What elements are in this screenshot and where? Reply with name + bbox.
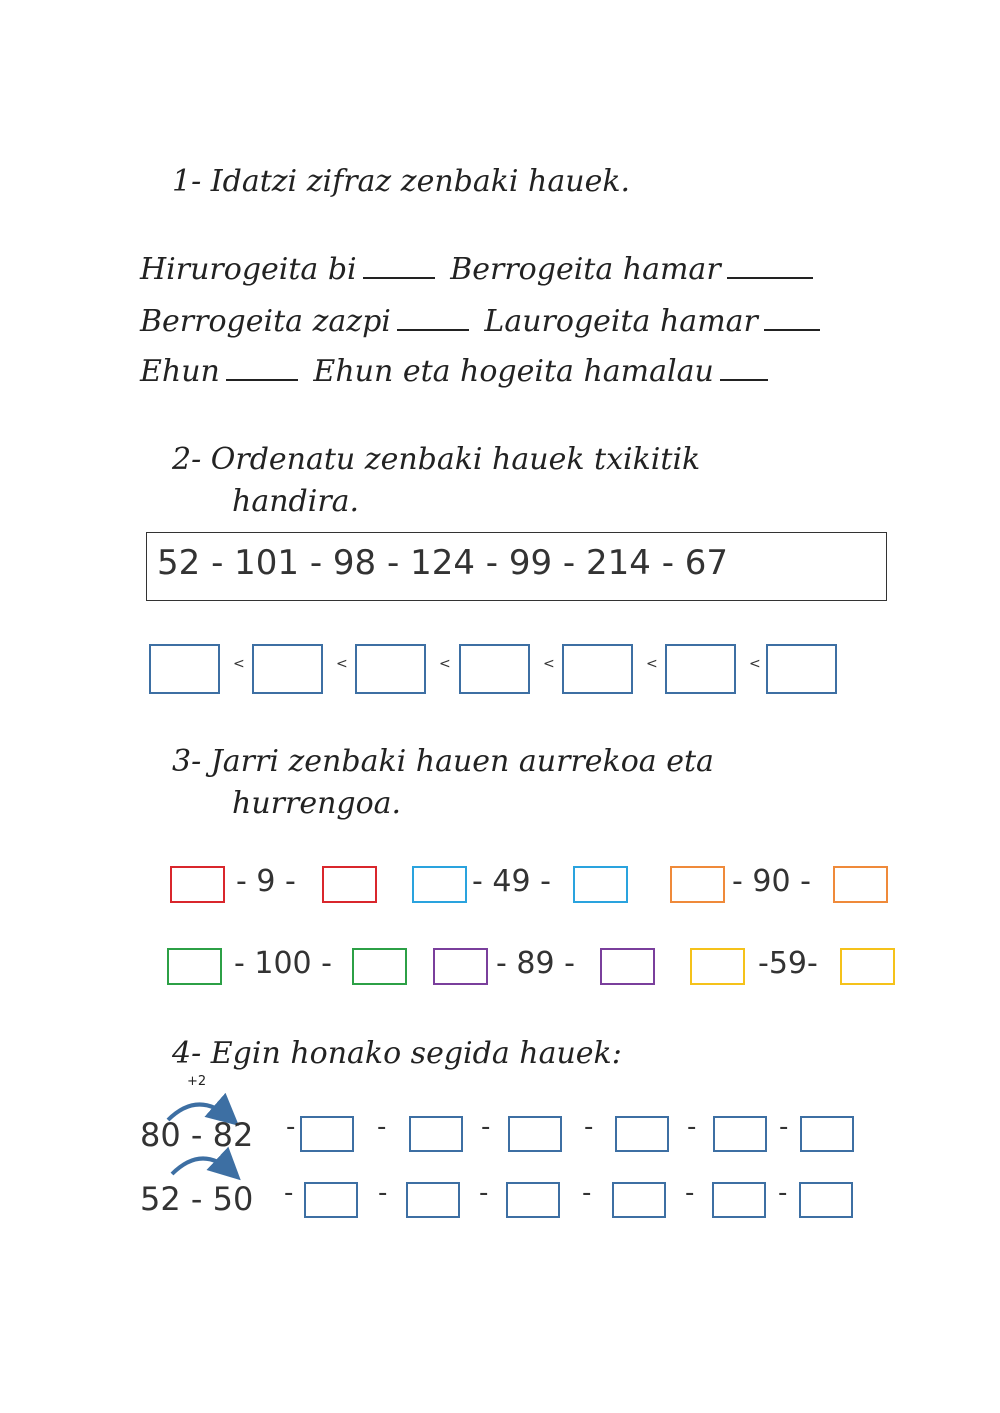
q1-row-1 <box>140 252 819 287</box>
q1-answer-3[interactable] <box>397 329 469 331</box>
q3-before-box[interactable] <box>170 866 225 903</box>
q2-order-box[interactable] <box>252 644 323 694</box>
q4-dash: - <box>685 1178 695 1208</box>
q4-row-2-start: 52 - 50 <box>140 1180 254 1218</box>
q4-title: 4- Egin honako segida hauek: <box>172 1036 622 1071</box>
q4-row-2-box[interactable] <box>406 1182 460 1218</box>
q4-dash: - <box>286 1112 296 1142</box>
q4-row-2-box[interactable] <box>799 1182 853 1218</box>
less-than-sign: < <box>336 656 348 672</box>
q3-before-box[interactable] <box>670 866 725 903</box>
q2-order-box[interactable] <box>562 644 633 694</box>
q1-row-2 <box>140 304 826 339</box>
q3-before-box[interactable] <box>167 948 222 985</box>
q4-dash: - <box>284 1178 294 1208</box>
q3-number: - 90 - <box>732 864 811 899</box>
q4-dash: - <box>584 1112 594 1142</box>
q4-row-1-box[interactable] <box>300 1116 354 1152</box>
q4-row-1-box[interactable] <box>713 1116 767 1152</box>
less-than-sign: < <box>439 656 451 672</box>
q2-order-box[interactable] <box>665 644 736 694</box>
q1-item-1: Hirurogeita bi <box>140 252 357 287</box>
q3-after-box[interactable] <box>840 948 895 985</box>
q4-dash: - <box>779 1112 789 1142</box>
q4-dash: - <box>582 1178 592 1208</box>
q4-row-1-box[interactable] <box>409 1116 463 1152</box>
q3-after-box[interactable] <box>573 866 628 903</box>
q4-row-1-start: 80 - 82 <box>140 1116 254 1154</box>
q3-title-line-1: 3- Jarri zenbaki hauen aurrekoa eta <box>172 744 714 779</box>
q2-title-line-2: handira. <box>232 484 360 519</box>
q4-dash: - <box>377 1112 387 1142</box>
q2-numbers-frame <box>146 532 887 601</box>
q1-item-3: Berrogeita zazpi <box>140 304 391 339</box>
q1-answer-4[interactable] <box>764 329 820 331</box>
q3-number: - 49 - <box>472 864 551 899</box>
less-than-sign: < <box>749 656 761 672</box>
q4-dash: - <box>378 1178 388 1208</box>
q1-answer-1[interactable] <box>363 277 435 279</box>
q1-item-6: Ehun eta hogeita hamalau <box>313 354 714 389</box>
q4-row-1-box[interactable] <box>800 1116 854 1152</box>
q3-before-box[interactable] <box>433 948 488 985</box>
q3-after-box[interactable] <box>833 866 888 903</box>
q3-number: - 100 - <box>234 946 332 981</box>
q3-title-line-2: hurrengoa. <box>232 786 402 821</box>
less-than-sign: < <box>646 656 658 672</box>
arrow-icon <box>172 1158 232 1174</box>
q3-number: - 9 - <box>236 864 296 899</box>
q3-before-box[interactable] <box>412 866 467 903</box>
q1-answer-5[interactable] <box>226 379 298 381</box>
q4-row-1-box[interactable] <box>615 1116 669 1152</box>
q2-order-box[interactable] <box>149 644 220 694</box>
q4-dash: - <box>778 1178 788 1208</box>
q1-item-2: Berrogeita hamar <box>450 252 721 287</box>
q4-row-1-box[interactable] <box>508 1116 562 1152</box>
q4-dash: - <box>479 1178 489 1208</box>
q3-after-box[interactable] <box>322 866 377 903</box>
q4-row-2-box[interactable] <box>304 1182 358 1218</box>
q4-step-label: +2 <box>187 1074 207 1089</box>
q4-row-2-box[interactable] <box>612 1182 666 1218</box>
q2-numbers: 52 - 101 - 98 - 124 - 99 - 214 - 67 <box>157 543 729 583</box>
q3-number: - 89 - <box>496 946 575 981</box>
q4-dash: - <box>687 1112 697 1142</box>
q2-order-box[interactable] <box>766 644 837 694</box>
q1-item-4: Laurogeita hamar <box>484 304 758 339</box>
q3-after-box[interactable] <box>600 948 655 985</box>
q2-order-box[interactable] <box>355 644 426 694</box>
q2-order-box[interactable] <box>459 644 530 694</box>
q3-before-box[interactable] <box>690 948 745 985</box>
less-than-sign: < <box>543 656 555 672</box>
q1-answer-2[interactable] <box>727 277 813 279</box>
q4-row-2-box[interactable] <box>506 1182 560 1218</box>
q4-dash: - <box>481 1112 491 1142</box>
q3-number: -59- <box>758 946 818 981</box>
q1-item-5: Ehun <box>140 354 220 389</box>
less-than-sign: < <box>233 656 245 672</box>
q2-title-line-1: 2- Ordenatu zenbaki hauek txikitik <box>172 442 701 477</box>
q1-row-3 <box>140 354 774 389</box>
q4-row-2-box[interactable] <box>712 1182 766 1218</box>
q1-title: 1- Idatzi zifraz zenbaki hauek. <box>172 164 631 199</box>
q1-answer-6[interactable] <box>720 379 768 381</box>
q3-after-box[interactable] <box>352 948 407 985</box>
